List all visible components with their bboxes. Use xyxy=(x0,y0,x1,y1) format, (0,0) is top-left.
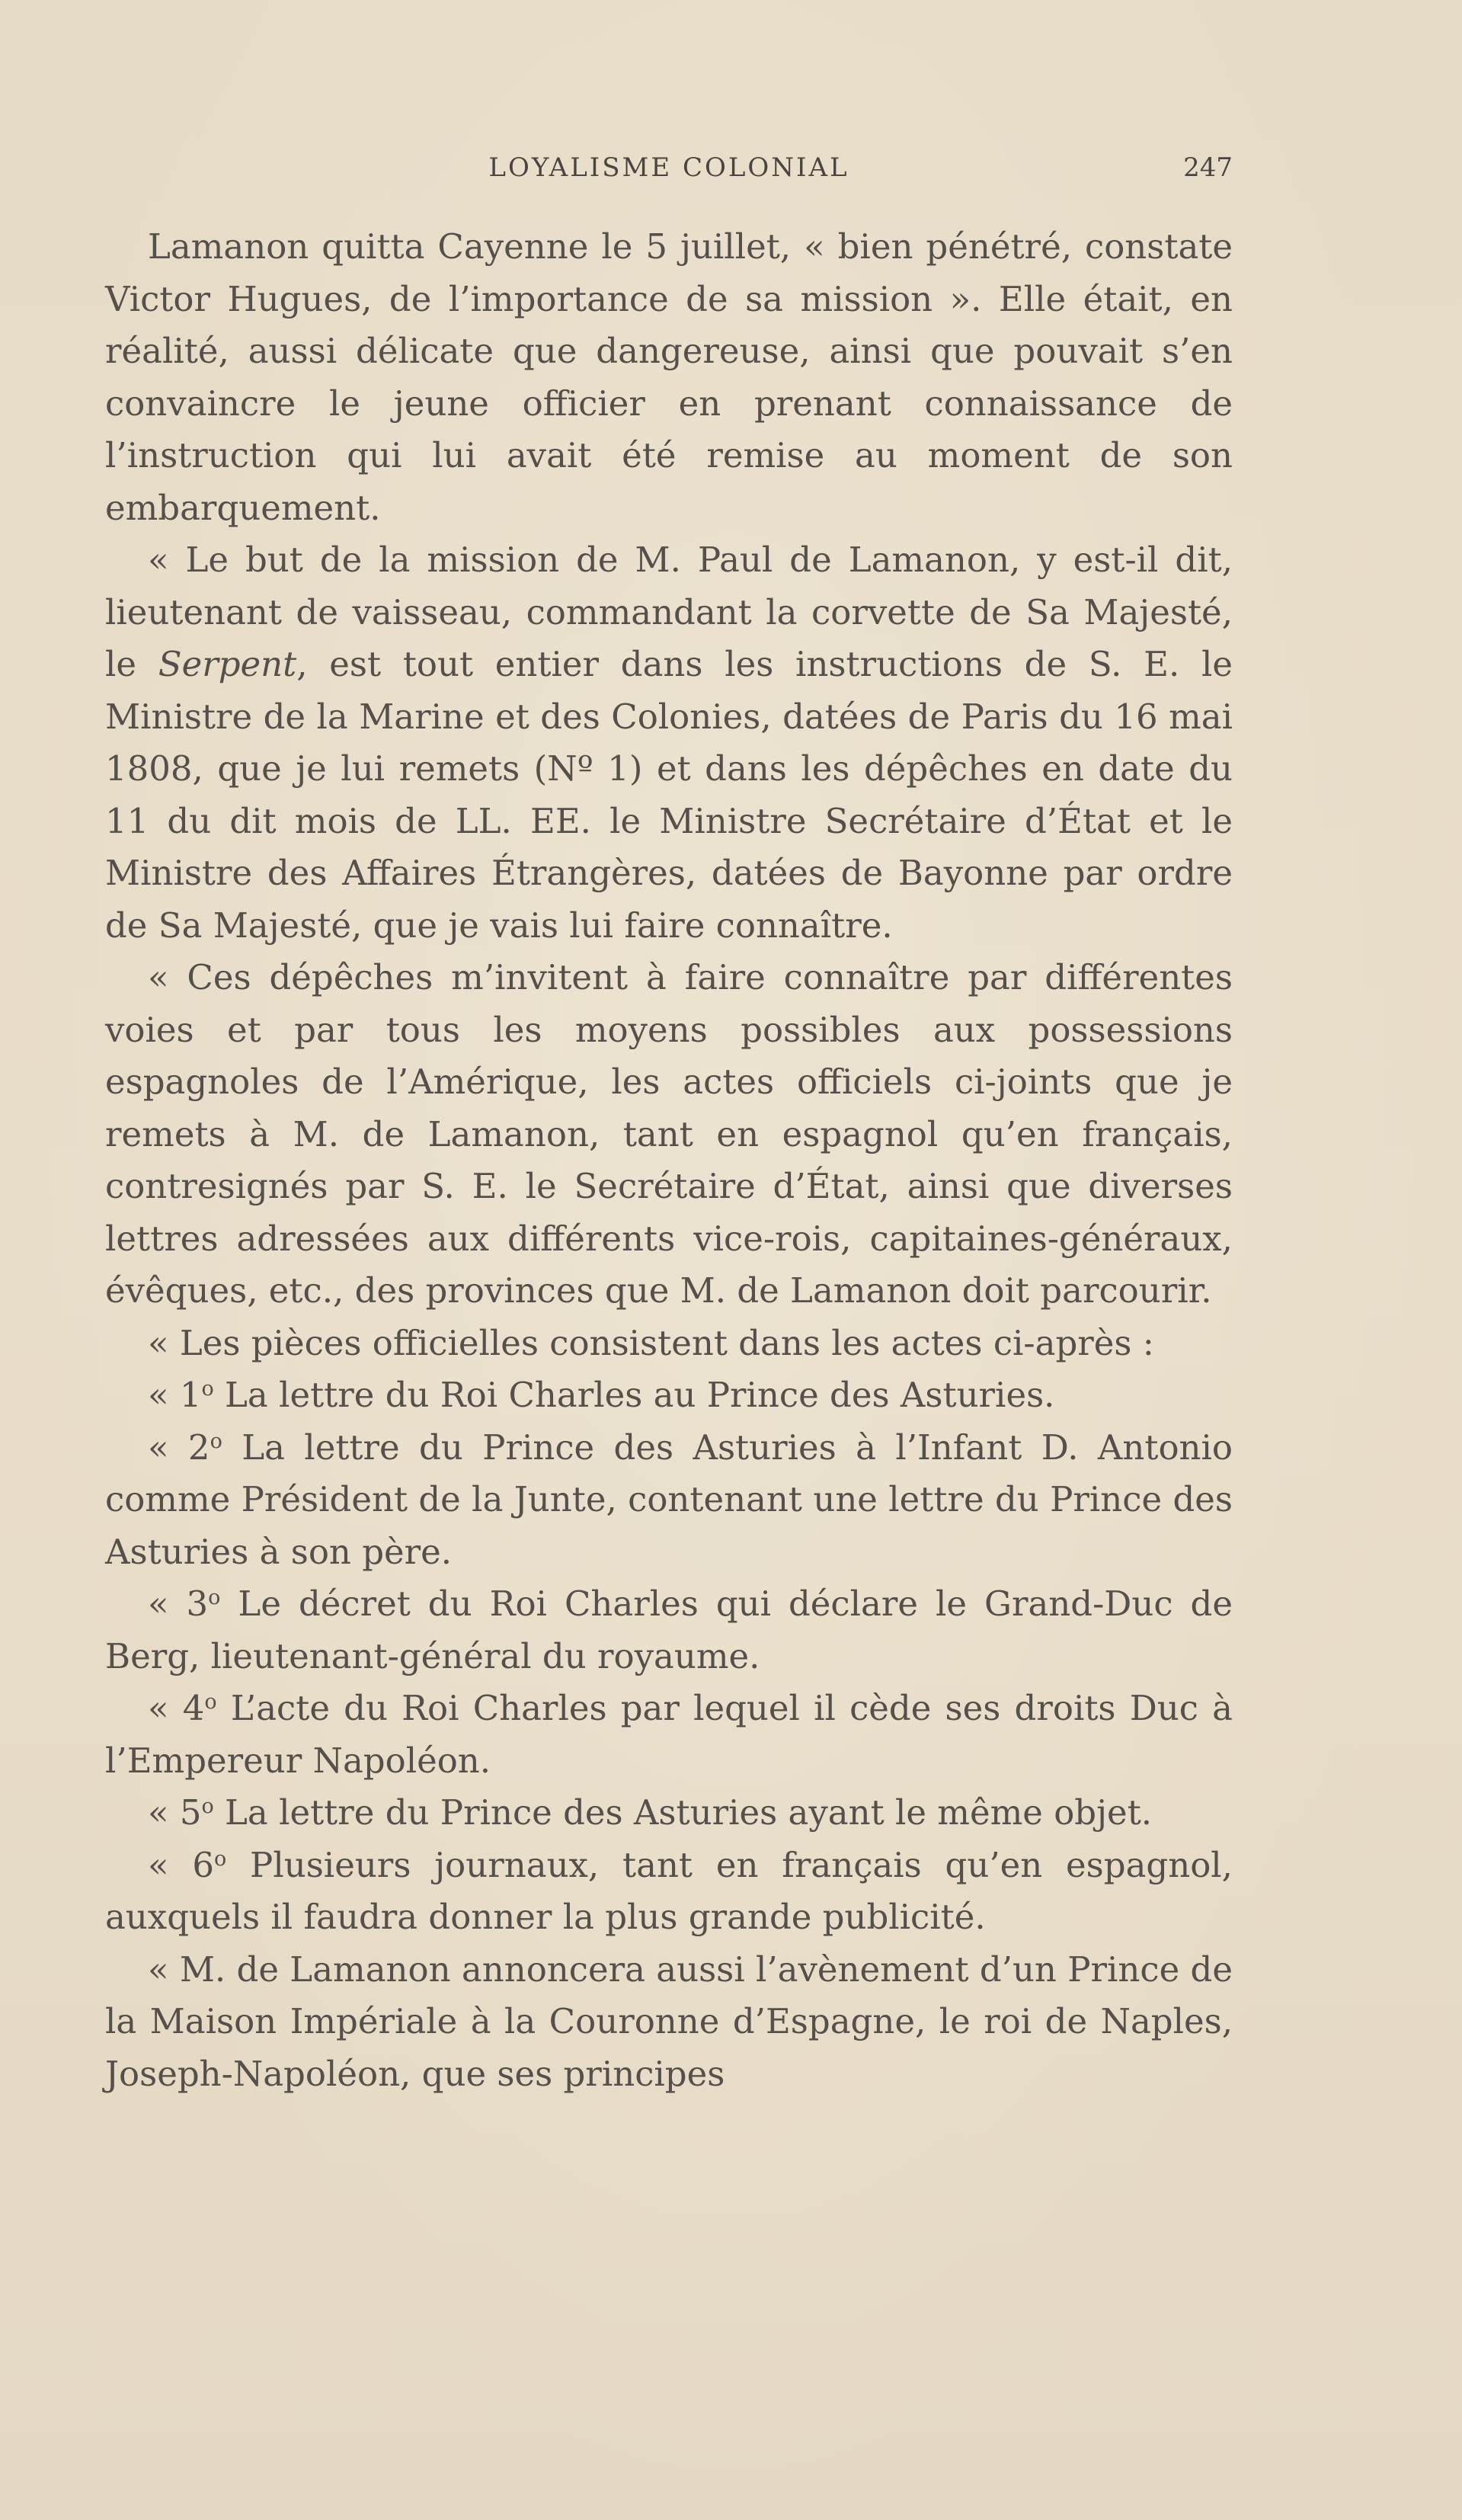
quote-mark: « xyxy=(148,1427,188,1468)
quote-mark: « xyxy=(148,1688,183,1728)
degree-sign: o xyxy=(204,1690,217,1715)
degree-sign: o xyxy=(208,1586,221,1610)
ship-name: Serpent xyxy=(158,644,297,684)
body-text xyxy=(105,221,1233,2100)
paragraph-4: « Les pièces officielles consistent dans les actes ci-après : xyxy=(148,1322,1154,1363)
degree-sign: o xyxy=(201,1377,214,1401)
item-number: 2 xyxy=(187,1427,210,1468)
item-text: Le décret du Roi Charles qui déclare le Grand-Duc de Berg, lieutenant-général du royaume. xyxy=(105,1583,1233,1676)
running-head xyxy=(105,152,1233,183)
list-item-6 xyxy=(105,1840,1233,1944)
quote-mark: « xyxy=(148,1844,193,1885)
quote-mark: « xyxy=(148,1792,180,1833)
paragraph-1: Lamanon quitta Cayenne le 5 juillet, « bien pénétré, constate Victor Hugues, de l’importance de sa mission ». Elle était, en réalité, aussi délicate que dangereuse, ainsi que pouvait s’en convaincre le jeune officier en prenant connaissance de l’instruction qui lui avait été remise au moment de son embarquement. xyxy=(105,226,1233,528)
degree-sign: o xyxy=(213,1846,227,1871)
list-item-1 xyxy=(105,1369,1233,1422)
paragraph-3: « Ces dépêches m’invitent à faire connaître par différentes voies et par tous les moyens possibles aux possessions espagnoles de l’Amérique, les actes officiels ci-joints que je remets à M. de Lamanon, tant en espagnol qu’en français, contresignés par S. E. le Secrétaire d’État, ainsi que diverses lettres adressées aux différents vice-rois, capitaines-généraux, évêques, etc., des provinces que M. de Lamanon doit parcourir. xyxy=(105,957,1233,1311)
item-number: 1 xyxy=(179,1375,202,1415)
item-number: 5 xyxy=(179,1792,202,1833)
item-number: 3 xyxy=(186,1583,209,1624)
list-item-3 xyxy=(105,1578,1233,1683)
degree-sign: o xyxy=(201,1795,214,1819)
item-text: La lettre du Prince des Asturies ayant le même objet. xyxy=(213,1792,1153,1833)
degree-sign: o xyxy=(210,1429,222,1453)
item-text: L’acte du Roi Charles par lequel il cède ses droits Duc à l’Empereur Napoléon. xyxy=(105,1688,1233,1781)
paragraph-2-text-a: « Le but de la mission de M. Paul de Lamanon, y est-il dit, lieutenant de vaisseau, commandant la corvette de Sa Majesté, le xyxy=(105,540,1233,684)
item-number: 4 xyxy=(182,1688,205,1728)
quote-mark: « xyxy=(148,1375,180,1415)
item-text: La lettre du Roi Charles au Prince des Asturies. xyxy=(213,1375,1055,1415)
item-number: 6 xyxy=(192,1844,214,1885)
page-number: 247 xyxy=(1183,152,1233,183)
paragraph-final: « M. de Lamanon annoncera aussi l’avènement d’un Prince de la Maison Impériale à la Couronne d’Espagne, le roi de Naples, Joseph-Napoléon, que ses principes xyxy=(105,1948,1233,2094)
item-text: Plusieurs journaux, tant en français qu’en espagnol, auxquels il faudra donner la plus grande publicité. xyxy=(105,1844,1233,1937)
quote-mark: « xyxy=(148,1583,187,1624)
paragraph-2-text-b: , est tout entier dans les instructions de S. E. le Ministre de la Marine et des Colonies, datées de Paris du 16 mai 1808, que je lui remets (Nº 1) et dans les dépêches en date du 11 du dit mois de LL. EE. le Ministre Secrétaire d’État et le Ministre des Affaires Étrangères, datées de Bayonne par ordre de Sa Majesté, que je vais lui faire connaître. xyxy=(105,644,1233,946)
item-text: La lettre du Prince des Asturies à l’Infant D. Antonio comme Président de la Junte, contenant une lettre du Prince des Asturies à son père. xyxy=(105,1427,1233,1572)
running-title: LOYALISME COLONIAL xyxy=(488,152,849,183)
list-item-4 xyxy=(105,1683,1233,1787)
list-item-5 xyxy=(105,1787,1233,1840)
paragraph-2 xyxy=(105,534,1233,952)
list-item-2 xyxy=(105,1422,1233,1579)
